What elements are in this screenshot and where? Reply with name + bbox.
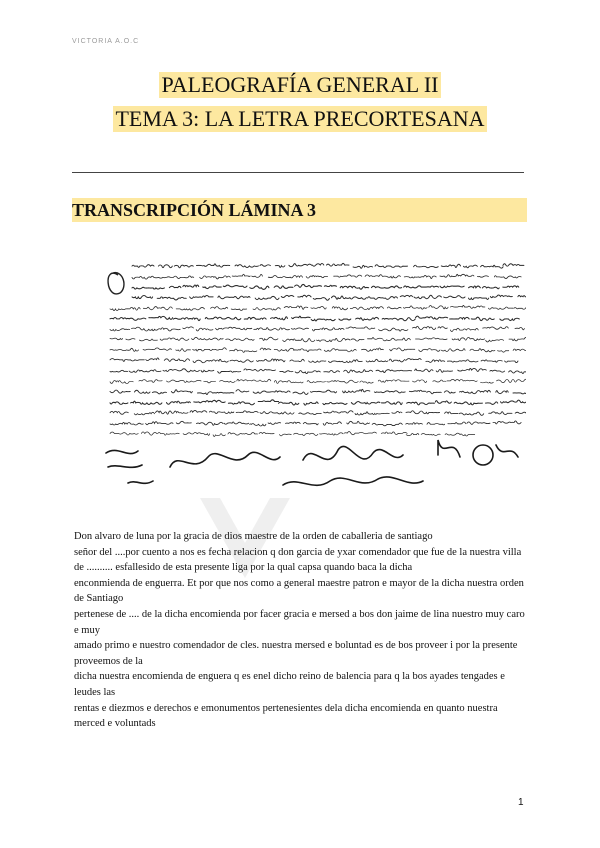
transcription-line: rentas e diezmos e derechos e emonumentos pertenesientes dela dicha encomienda en quanto nuestra merced e voluntads bbox=[74, 702, 498, 730]
section-heading: TRANSCRIPCIÓN LÁMINA 3 bbox=[72, 198, 527, 222]
manuscript-image bbox=[98, 245, 526, 505]
transcription-line: enconmienda de enguerra. Et por que nos como a general maestre patron e mayor de la dicha nuestra orden de Santiago bbox=[74, 577, 524, 605]
page-number: 1 bbox=[518, 797, 524, 808]
transcription-line: amado primo e nuestro comendador de cles. nuestra mersed e boluntad es de bos proveer i por la presente proveemos de la bbox=[74, 640, 518, 667]
transcription-text bbox=[74, 529, 526, 732]
transcription-line: Don alvaro de luna por la gracia de dios maestre de la orden de caballeria de santiago bbox=[74, 531, 433, 542]
transcription-line: dicha nuestra encomienda de enguera q es enel dicho reino de balencia para q la bos ayades tengades e leudes las bbox=[74, 671, 505, 698]
transcription-line: señor del ....por cuento a nos es fecha relacion q don garcia de yxar comendador que fue de la nuestra villa bbox=[74, 546, 522, 558]
header-watermark-text: VICTORIA A.O.C bbox=[72, 38, 140, 45]
title-line-1: PALEOGRAFÍA GENERAL II bbox=[161, 72, 439, 97]
transcription-line: de .......... esfallesido de esta presente liga por la qual capsa quando baca la dicha bbox=[74, 562, 413, 574]
transcription-line: pertenese de .... de la dicha encomienda por facer gracia e mersed a bos don jaime de lina nuestro muy caro e muy bbox=[74, 608, 525, 636]
title-line-2: TEMA 3: LA LETRA PRECORTESANA bbox=[115, 106, 485, 131]
horizontal-divider bbox=[72, 172, 524, 173]
title-block bbox=[0, 72, 600, 140]
